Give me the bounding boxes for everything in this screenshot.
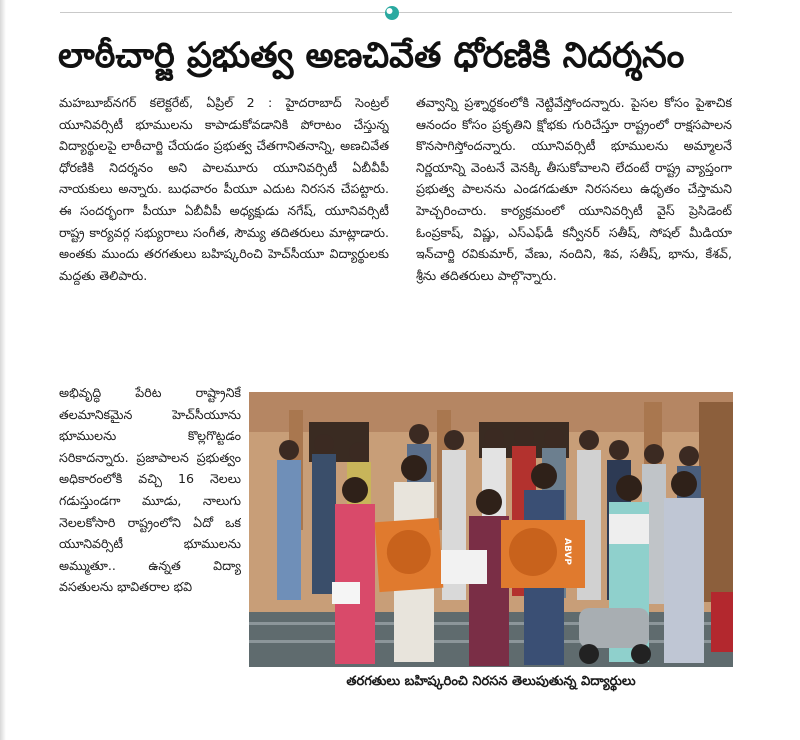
page-left-edge: [0, 0, 6, 740]
article-column-3: [59, 382, 241, 702]
article-column-2: [416, 92, 732, 382]
article-column-1: [59, 92, 389, 382]
news-photo: [249, 392, 733, 667]
article-headline: లాఠీచార్జి ప్రభుత్వ అణచివేత ధోరణికి నిదర్శనం: [58, 36, 685, 76]
column-3-text: అభివృద్ధి పేరిట రాష్ట్రానికే తలమానికమైన హెచ్‌సీయూను భూములను కొల్లగొట్టడం సరికాదన్నారు. ప్రజాపాలన ప్రభుత్వం అధికారంలోకి వచ్చి 16 నెలలు గడుస్తుండగా మూడు, నాలుగు నెలలకోసారి రాష్ట్రంలోని ఏదో ఒక యూనివర్సిటీ భూములను అమ్ముతూ.. ఉన్నత విద్యా వసతులను భావితరాల భవి: [59, 385, 241, 595]
column-1-text: మహబూబ్‌నగర్ కలెక్టరేట్, ఏప్రిల్ 2 : హైదరాబాద్ సెంట్రల్ యూనివర్సిటీ భూములను కాపాడుకోవడానికి పోరాటం చేస్తున్న విద్యార్థులపై లాఠీచార్జి చేయడం ప్రభుత్వ చేతగానితనాన్ని, అణచివేత ధోరణికి నిదర్శనం అని పాలమూరు యూనివర్సిటీ ఏబీవీపీ నాయకులు అన్నారు. బుధవారం పీయూ ఎదుట నిరసన చేపట్టారు. ఈ సందర్భంగా పీయూ ఏబీవీపీ అధ్యక్షుడు నగేష్, యూనివర్సిటీ రాష్ట్ర కార్యవర్గ సభ్యురాలు సంగీత, సౌమ్య తదితరులు మాట్లాడారు. అంతకు ముందు తరగతులు బహిష్కరించి హెచ్‌సీయూ విద్యార్థులకు మద్దతు తెలిపారు.: [59, 95, 389, 283]
photo-caption: తరగతులు బహిష్కరించి నిరసన తెలుపుతున్న విద్యార్థులు: [346, 674, 636, 689]
section-ornament-icon: [383, 5, 401, 21]
protest-photo-illustration: [249, 392, 733, 667]
banner-label: ABVP: [562, 538, 572, 566]
column-2-text: తవ్వాన్ని ప్రశ్నార్థకంలోకి నెట్టివేస్తోందన్నారు. పైసల కోసం పైశాచిక ఆనందం కోసం ప్రకృతిని క్షోభకు గురిచేస్తూ రాష్ట్రంలో రాక్షసపాలన కొనసాగిస్తోందన్నారు. యూనివర్సిటీ భూములను అమ్మాలనే నిర్ణయాన్ని వెంటనే వెనక్కి తీసుకోవాలని లేదంటే రాష్ట్ర వ్యాప్తంగా ప్రభుత్వ పాలనను ఎండగడుతూ నిరసనలు ఉధృతం చేస్తామని హెచ్చరించారు. కార్యక్రమంలో యూనివర్సిటీ వైస్ ప్రెసిడెంట్ ఓంప్రకాష్, విష్ణు, ఎస్ఎఫ్‌డీ కన్వీనర్ సతీష్, సోషల్ మీడియా ఇన్‌చార్జి రవికుమార్, వేణు, నందిని, శివ, సతీష్, భాను, కేశవ్, శ్రీను తదితరులు పాల్గొన్నారు.: [416, 95, 732, 283]
